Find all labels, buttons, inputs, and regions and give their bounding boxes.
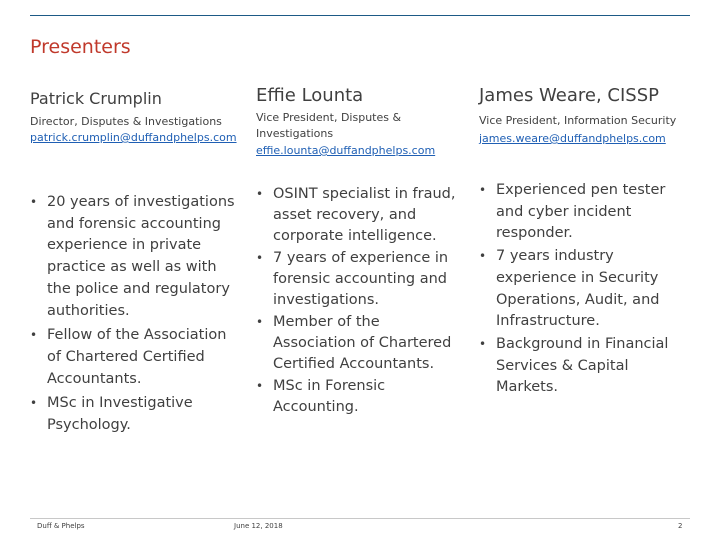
list-item: • Background in Financial Services & Capital Markets.: [479, 334, 689, 399]
list-item: • 7 years of experience in forensic accounting and investigations.: [256, 248, 461, 311]
presenter-card-james: [479, 85, 689, 145]
presenter-name: Effie Lounta: [256, 85, 364, 106]
list-item: • Fellow of the Association of Chartered Certified Accountants.: [30, 325, 235, 390]
list-item: • MSc in Investigative Psychology.: [30, 393, 235, 436]
list-item: • Member of the Association of Chartered Certified Accountants.: [256, 312, 461, 375]
list-item: • Experienced pen tester and cyber incident responder.: [479, 180, 689, 245]
presenter-email-link[interactable]: james.weare@duffandphelps.com: [479, 132, 666, 145]
footer-company: Duff & Phelps: [37, 522, 85, 530]
top-divider: [30, 15, 690, 16]
presenter-card-patrick: [30, 85, 235, 144]
bullet-list-james: [479, 180, 689, 399]
list-item: • 7 years industry experience in Security Operations, Audit, and Infrastructure.: [479, 246, 689, 333]
slide-title: Presenters: [30, 36, 131, 58]
list-item: • MSc in Forensic Accounting.: [256, 376, 461, 418]
presenter-email-link[interactable]: patrick.crumplin@duffandphelps.com: [30, 131, 237, 144]
presenter-role: Vice President, Information Security: [479, 114, 677, 127]
page-number: 2: [678, 522, 683, 530]
bottom-divider: [30, 518, 690, 519]
footer-date: June 12, 2018: [234, 522, 283, 530]
presenter-name: Patrick Crumplin: [30, 89, 162, 108]
presenter-role: Vice President, Disputes & Investigations: [256, 111, 402, 140]
list-item: • OSINT specialist in fraud, asset recovery, and corporate intelligence.: [256, 184, 461, 247]
presenter-card-effie: [256, 85, 461, 157]
presenter-email-link[interactable]: effie.lounta@duffandphelps.com: [256, 144, 436, 157]
bullet-list-patrick: [30, 192, 235, 437]
presenter-name: James Weare, CISSP: [479, 85, 659, 106]
presenter-role: Director, Disputes & Investigations: [30, 115, 222, 128]
bullet-list-effie: [256, 184, 461, 418]
list-item: • 20 years of investigations and forensic accounting experience in private practice as well as with the police and regulatory authorities.: [30, 192, 235, 322]
